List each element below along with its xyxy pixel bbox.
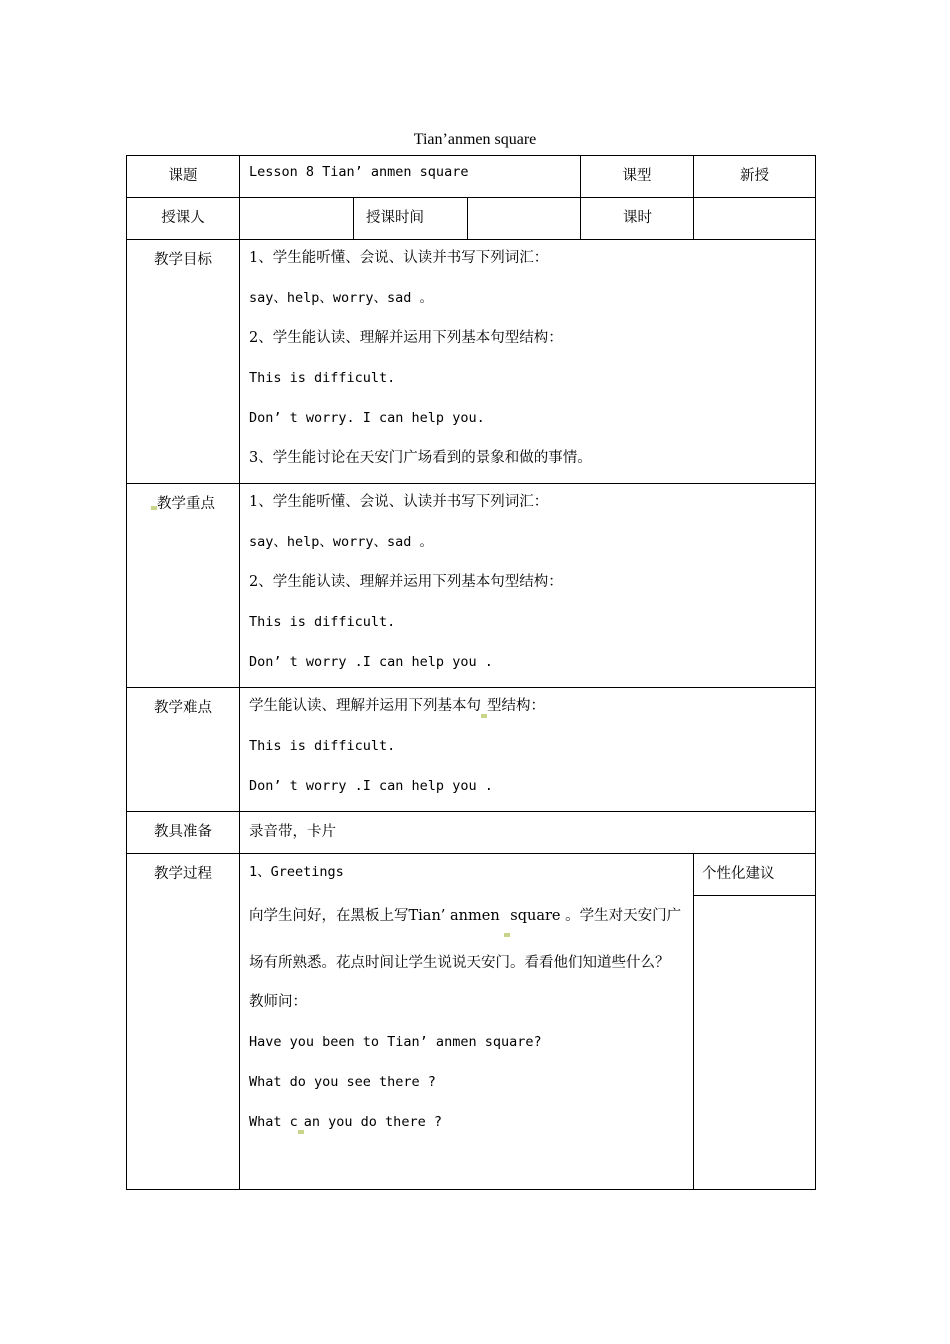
objective-line: say、help、worry、sad 。 (249, 290, 434, 306)
question-text-b: an you do there ? (303, 1114, 442, 1130)
key-point-line: 2、学生能认读、理解并运用下列基本句型结构： (249, 574, 563, 590)
edit-marker (481, 714, 487, 718)
materials-label: 教具准备 (127, 812, 240, 854)
key-points-label-cell (127, 484, 240, 688)
row-process (127, 854, 816, 1190)
topic-value: Lesson 8 Tian’ anmen square (240, 156, 581, 198)
document-title: Tian’anmen square (413, 131, 537, 148)
key-point-line: This is difficult. (249, 614, 396, 630)
materials-value: 录音带，卡片 (240, 812, 816, 854)
objective-line: This is difficult. (249, 370, 396, 386)
objective-line: 3、学生能讨论在天安门广场看到的景象和做的事情。 (249, 450, 592, 466)
difficulties-content (240, 688, 816, 812)
type-value: 新授 (694, 156, 816, 198)
objectives-label: 教学目标 (127, 240, 240, 484)
difficulty-line: Don’ t worry .I can help you . (249, 778, 493, 794)
suggestion-table (694, 854, 815, 1188)
row-materials (127, 812, 816, 854)
key-point-line: 1、学生能听懂、会说、认读并书写下列词汇： (249, 494, 549, 510)
process-question: What do you see there ? (249, 1074, 436, 1090)
suggestion-column (694, 854, 816, 1190)
process-para-a: 向学生问好，在黑板上写Tian’ anmen (249, 908, 505, 924)
suggestion-value (694, 895, 815, 1188)
difficulty-text-a: 学生能认读、理解并运用下列基本句 (249, 698, 481, 714)
lesson-plan-table (126, 155, 816, 1190)
row-objectives (127, 240, 816, 484)
teacher-label: 授课人 (127, 198, 240, 240)
time-label: 授课时间 (354, 198, 468, 240)
row-difficulties (127, 688, 816, 812)
period-label: 课时 (581, 198, 694, 240)
objective-line: 1、学生能听懂、会说、认读并书写下列词汇： (249, 250, 549, 266)
process-label: 教学过程 (127, 854, 240, 1190)
objective-line: Don’ t worry. I can help you. (249, 410, 485, 426)
row-teacher (127, 198, 816, 240)
difficulty-text-b: 型结构： (487, 698, 545, 714)
process-question: Have you been to Tian’ anmen square? (249, 1034, 542, 1050)
teacher-value (240, 198, 354, 240)
process-question (249, 1107, 687, 1147)
difficulty-line: This is difficult. (249, 738, 396, 754)
row-key-points (127, 484, 816, 688)
process-para-b: square 。学生对天安门广场有所熟悉。花点时间让学生说说天安门。看看他们知道些什么？ (249, 908, 682, 971)
row-topic (127, 156, 816, 198)
key-point-line: Don’ t worry .I can help you . (249, 654, 493, 670)
difficulties-label: 教学难点 (127, 688, 240, 812)
topic-label: 课题 (127, 156, 240, 198)
objective-line: 2、学生能认读、理解并运用下列基本句型结构： (249, 330, 563, 346)
process-paragraph (249, 893, 687, 987)
time-value (468, 198, 581, 240)
key-points-content (240, 484, 816, 688)
question-text-a: What c (249, 1114, 298, 1130)
key-points-label: 教学重点 (157, 496, 215, 512)
objectives-content (240, 240, 816, 484)
difficulty-line (249, 691, 809, 731)
edit-marker (298, 1130, 304, 1134)
process-step: 1、Greetings (249, 864, 344, 880)
edit-marker (504, 933, 510, 937)
type-label: 课型 (581, 156, 694, 198)
process-line: 教师问： (249, 994, 307, 1010)
key-point-line: say、help、worry、sad 。 (249, 534, 434, 550)
process-content (240, 854, 694, 1190)
period-value (694, 198, 816, 240)
suggestion-label: 个性化建议 (694, 854, 815, 895)
